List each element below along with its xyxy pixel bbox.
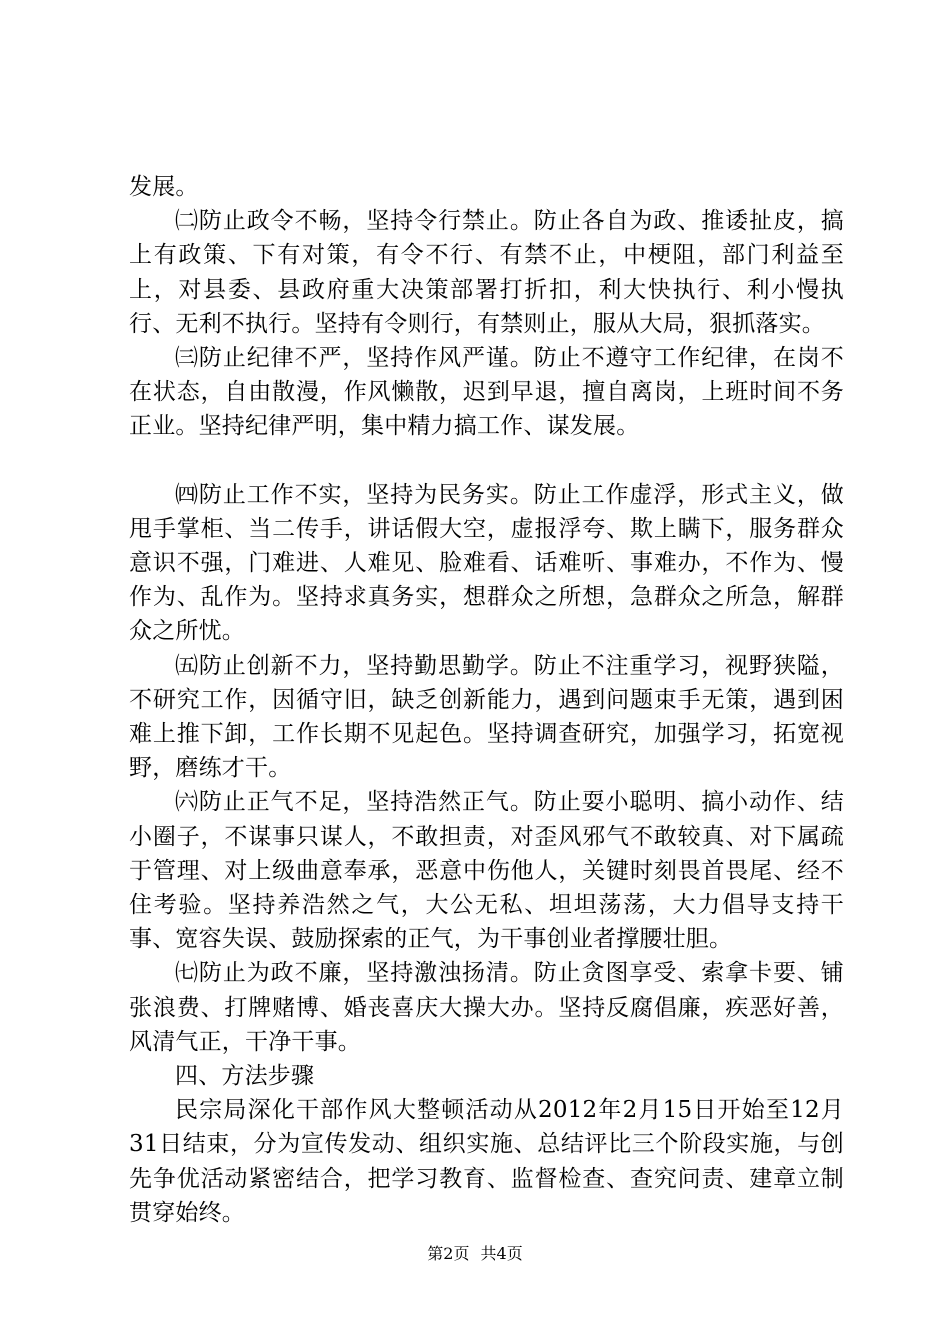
- page-footer: [0, 1244, 950, 1264]
- document-body: [129, 170, 844, 1230]
- paragraph-item-7: ㈦防止为政不廉，坚持激浊扬清。防止贪图享受、索拿卡要、铺张浪费、打牌赌博、婚丧喜庆大操大办。坚持反腐倡廉，疾恶好善，风清气正，干净干事。: [129, 960, 844, 1055]
- page-number: 第2页: [427, 1244, 470, 1263]
- paragraph-item-5: ㈤防止创新不力，坚持勤思勤学。防止不注重学习，视野狭隘，不研究工作，因循守旧，缺乏创新能力，遇到问题束手无策，遇到困难上推下卸，工作长期不见起色。坚持调查研究，加强学习，拓宽视野，磨练才干。: [129, 652, 844, 782]
- paragraph-item-3: ㈢防止纪律不严，坚持作风严谨。防止不遵守工作纪律，在岗不在状态，自由散漫，作风懒散，迟到早退，擅自离岗，上班时间不务正业。坚持纪律严明，集中精力搞工作、谋发展。: [129, 345, 844, 440]
- paragraph-methods: 民宗局深化干部作风大整顿活动从2012年2月15日开始至12月31日结束，分为宣传发动、组织实施、总结评比三个阶段实施，与创先争优活动紧密结合，把学习教育、监督检查、查究问责、建章立制贯穿始终。: [129, 1097, 844, 1226]
- section-heading-methods: 四、方法步骤: [175, 1063, 315, 1090]
- paragraph-continuation: 发展。: [129, 174, 199, 200]
- paragraph-item-4: ㈣防止工作不实，坚持为民务实。防止工作虚浮，形式主义，做甩手掌柜、当二传手，讲话假大空，虚报浮夸、欺上瞒下，服务群众意识不强，门难进、人难见、脸难看、话难听、事难办，不作为、慢作为、乱作为。坚持求真务实，想群众之所想，急群众之所急，解群众之所忧。: [129, 481, 844, 645]
- paragraph-item-2: ㈡防止政令不畅，坚持令行禁止。防止各自为政、推诿扯皮，搞上有政策、下有对策，有令不行、有禁不止，中梗阻，部门利益至上，对县委、县政府重大决策部署打折扣，利大快执行、利小慢执行、无利不执行。坚持有令则行，有禁则止，服从大局，狠抓落实。: [129, 208, 844, 337]
- paragraph-item-6: ㈥防止正气不足，坚持浩然正气。防止耍小聪明、搞小动作、结小圈子，不谋事只谋人，不敢担责，对歪风邪气不敢较真、对下属疏于管理、对上级曲意奉承，恶意中伤他人，关键时刻畏首畏尾、经不住考验。坚持养浩然之气，大公无私、坦坦荡荡，大力倡导支持干事、宽容失误、鼓励探索的正气，为干事创业者撑腰壮胆。: [129, 789, 844, 953]
- page-total: 共4页: [480, 1244, 523, 1263]
